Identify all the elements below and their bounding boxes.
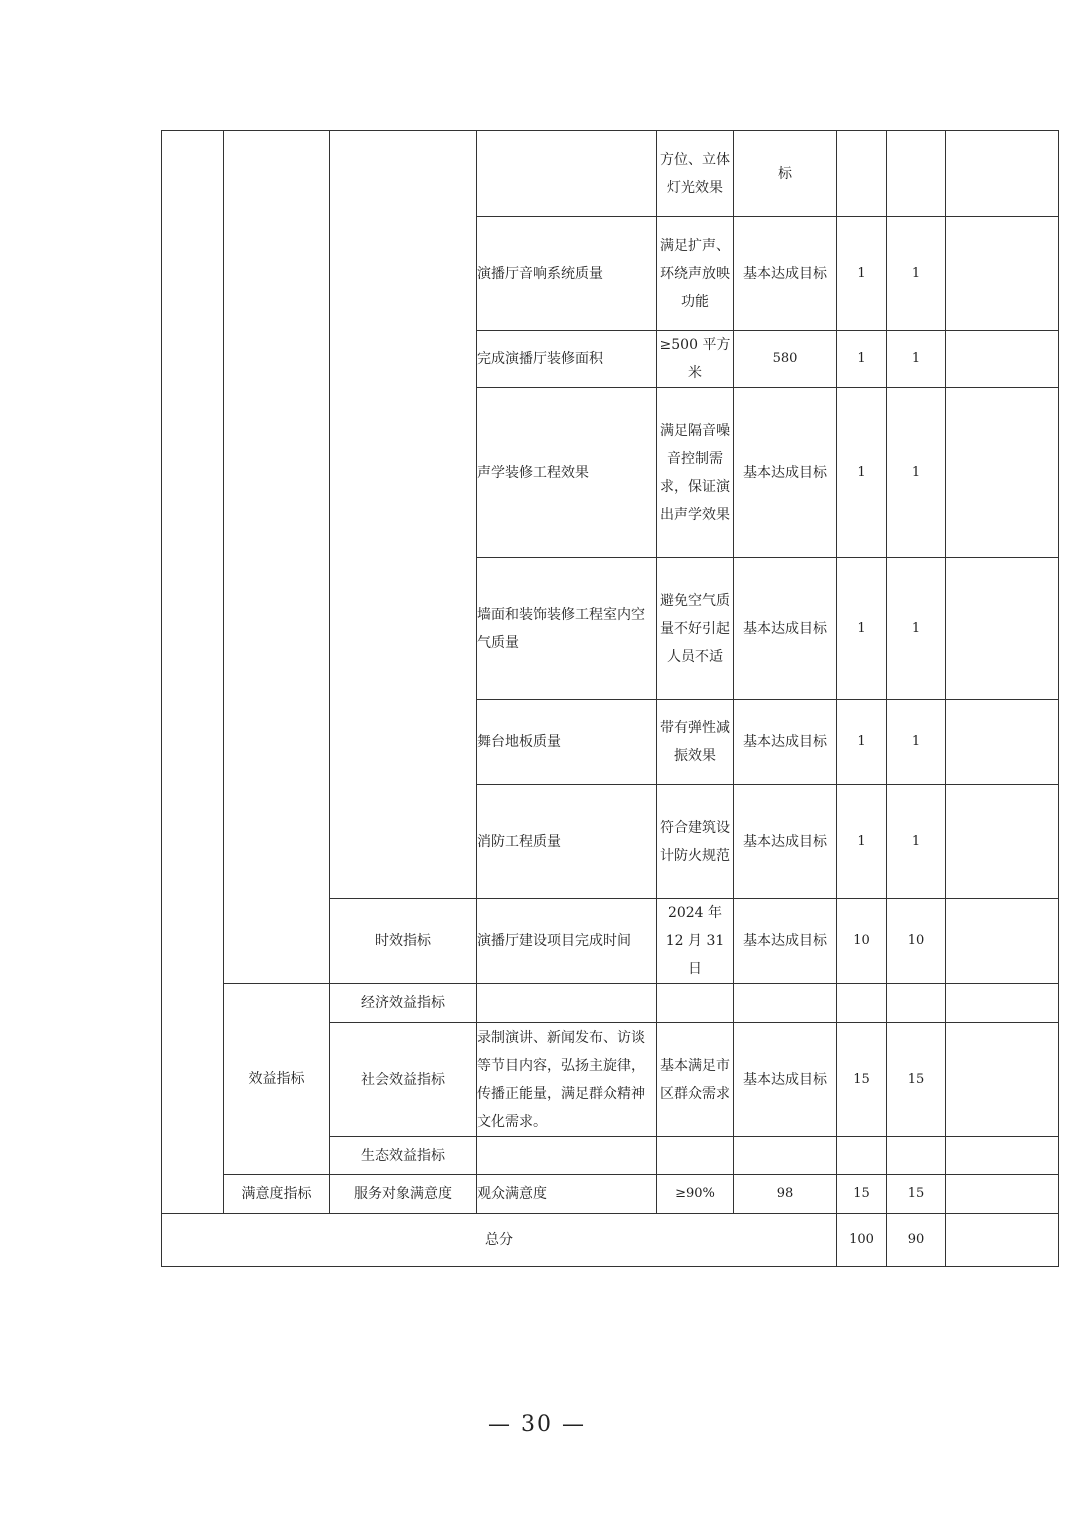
weight-value bbox=[837, 131, 887, 217]
score-value: 1 bbox=[887, 217, 946, 331]
indicator-name: 演播厅建设项目完成时间 bbox=[477, 899, 657, 984]
weight-value: 1 bbox=[837, 785, 887, 899]
remark-cell bbox=[946, 1023, 1059, 1137]
target-value: 符合建筑设计防火规范 bbox=[657, 785, 734, 899]
remark-cell bbox=[946, 1137, 1059, 1175]
remark-cell bbox=[946, 1214, 1059, 1267]
remark-cell bbox=[946, 558, 1059, 700]
actual-value: 基本达成目标 bbox=[734, 1023, 837, 1137]
weight-value: 1 bbox=[837, 388, 887, 558]
score-value: 1 bbox=[887, 331, 946, 388]
weight-value: 15 bbox=[837, 1175, 887, 1214]
indicator-name: 完成演播厅装修面积 bbox=[477, 331, 657, 388]
total-weight: 100 bbox=[837, 1214, 887, 1267]
table-row bbox=[162, 131, 1059, 217]
page-number: — 30 — bbox=[488, 1412, 586, 1437]
performance-indicator-table bbox=[161, 130, 1059, 1267]
indicator-name bbox=[477, 1137, 657, 1175]
target-value: 满足扩声、环绕声放映功能 bbox=[657, 217, 734, 331]
actual-value bbox=[734, 1137, 837, 1175]
indicator-name: 消防工程质量 bbox=[477, 785, 657, 899]
score-value: 1 bbox=[887, 388, 946, 558]
indicator-name: 声学装修工程效果 bbox=[477, 388, 657, 558]
actual-value: 基本达成目标 bbox=[734, 217, 837, 331]
indicator-name: 观众满意度 bbox=[477, 1175, 657, 1214]
actual-value: 基本达成目标 bbox=[734, 899, 837, 984]
level1-label: 效益指标 bbox=[224, 984, 330, 1175]
indicator-name bbox=[477, 131, 657, 217]
score-value bbox=[887, 984, 946, 1023]
target-value: 基本满足市区群众需求 bbox=[657, 1023, 734, 1137]
weight-value bbox=[837, 984, 887, 1023]
indicator-name bbox=[477, 984, 657, 1023]
actual-value: 基本达成目标 bbox=[734, 388, 837, 558]
target-value: 方位、立体灯光效果 bbox=[657, 131, 734, 217]
score-value: 15 bbox=[887, 1175, 946, 1214]
total-row bbox=[162, 1214, 1059, 1267]
score-value: 15 bbox=[887, 1023, 946, 1137]
level2-label: 社会效益指标 bbox=[330, 1023, 477, 1137]
table-row bbox=[162, 984, 1059, 1023]
actual-value: 基本达成目标 bbox=[734, 785, 837, 899]
level2-label: 时效指标 bbox=[330, 899, 477, 984]
remark-cell bbox=[946, 217, 1059, 331]
level2-label: 服务对象满意度 bbox=[330, 1175, 477, 1214]
score-value bbox=[887, 1137, 946, 1175]
weight-value: 1 bbox=[837, 217, 887, 331]
score-value bbox=[887, 131, 946, 217]
indicator-name: 墙面和装饰装修工程室内空气质量 bbox=[477, 558, 657, 700]
actual-value: 基本达成目标 bbox=[734, 700, 837, 785]
actual-value: 580 bbox=[734, 331, 837, 388]
target-value bbox=[657, 984, 734, 1023]
level0-cell bbox=[162, 131, 224, 1214]
score-value: 1 bbox=[887, 558, 946, 700]
indicator-name: 舞台地板质量 bbox=[477, 700, 657, 785]
actual-value: 基本达成目标 bbox=[734, 558, 837, 700]
actual-value bbox=[734, 984, 837, 1023]
weight-value bbox=[837, 1137, 887, 1175]
actual-value: 98 bbox=[734, 1175, 837, 1214]
total-score: 90 bbox=[887, 1214, 946, 1267]
level1-label: 满意度指标 bbox=[224, 1175, 330, 1214]
weight-value: 1 bbox=[837, 700, 887, 785]
total-label: 总分 bbox=[162, 1214, 837, 1267]
level2-label: 经济效益指标 bbox=[330, 984, 477, 1023]
target-value: ≥90% bbox=[657, 1175, 734, 1214]
indicator-name: 演播厅音响系统质量 bbox=[477, 217, 657, 331]
weight-value: 10 bbox=[837, 899, 887, 984]
target-value: ≥500 平方米 bbox=[657, 331, 734, 388]
target-value: 避免空气质量不好引起人员不适 bbox=[657, 558, 734, 700]
table-row bbox=[162, 1175, 1059, 1214]
target-value: 满足隔音噪音控制需求，保证演出声学效果 bbox=[657, 388, 734, 558]
level1-cell bbox=[224, 131, 330, 984]
target-value: 2024 年 12 月 31 日 bbox=[657, 899, 734, 984]
remark-cell bbox=[946, 1175, 1059, 1214]
level2-label: 生态效益指标 bbox=[330, 1137, 477, 1175]
score-value: 1 bbox=[887, 785, 946, 899]
level2-cell bbox=[330, 131, 477, 899]
remark-cell bbox=[946, 700, 1059, 785]
score-value: 1 bbox=[887, 700, 946, 785]
remark-cell bbox=[946, 785, 1059, 899]
weight-value: 15 bbox=[837, 1023, 887, 1137]
remark-cell bbox=[946, 331, 1059, 388]
target-value: 带有弹性减振效果 bbox=[657, 700, 734, 785]
weight-value: 1 bbox=[837, 331, 887, 388]
target-value bbox=[657, 1137, 734, 1175]
remark-cell bbox=[946, 388, 1059, 558]
actual-value: 标 bbox=[734, 131, 837, 217]
remark-cell bbox=[946, 131, 1059, 217]
indicator-name: 录制演讲、新闻发布、访谈等节目内容，弘扬主旋律，传播正能量，满足群众精神文化需求。 bbox=[477, 1023, 657, 1137]
score-value: 10 bbox=[887, 899, 946, 984]
remark-cell bbox=[946, 899, 1059, 984]
weight-value: 1 bbox=[837, 558, 887, 700]
remark-cell bbox=[946, 984, 1059, 1023]
